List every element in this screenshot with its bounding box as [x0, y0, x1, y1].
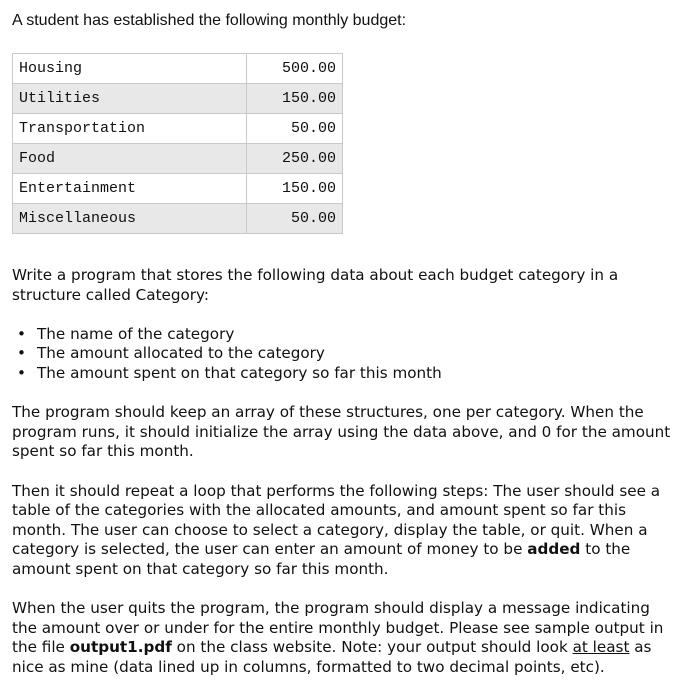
table-row — [13, 204, 343, 234]
list-item: • The amount allocated to the category — [12, 344, 674, 364]
budget-table — [12, 53, 343, 234]
assignment-text — [12, 266, 674, 697]
paragraph-structure: Write a program that stores the following data about each budget category in a structure called Category: — [12, 266, 619, 304]
category-cell: Transportation — [13, 114, 247, 144]
table-row — [13, 174, 343, 204]
category-cell: Food — [13, 144, 247, 174]
category-cell: Housing — [13, 54, 247, 84]
quit-text-2: on the class website. Note: your output should look — [171, 638, 573, 657]
category-cell: Miscellaneous — [13, 204, 247, 234]
paragraph-loop — [12, 482, 674, 580]
list-item: • The amount spent on that category so far this month — [12, 364, 674, 384]
table-row — [13, 144, 343, 174]
output-file-name: output1.pdf — [69, 638, 172, 657]
amount-cell: 500.00 — [247, 54, 343, 84]
added-emphasis: added — [527, 540, 581, 559]
amount-cell: 250.00 — [247, 144, 343, 174]
paragraph-array: The program should keep an array of these structures, one per category. When the program runs, it should initialize the array using the data above, and 0 for the amount spent so far this month. — [12, 403, 671, 461]
paragraph-quit — [12, 599, 674, 677]
amount-cell: 50.00 — [247, 114, 343, 144]
category-cell: Utilities — [13, 84, 247, 114]
at-least-underline: at least — [572, 638, 630, 657]
list-item: • The name of the category — [12, 325, 674, 345]
amount-cell: 50.00 — [247, 204, 343, 234]
quit-text-3: as nice as mine (data lined up in columns, formatted to two decimal points, etc). — [12, 638, 652, 676]
intro-text: A student has established the following monthly budget: — [12, 12, 407, 29]
amount-cell: 150.00 — [247, 84, 343, 114]
loop-text-end: to the amount spent on that category so far this month. — [12, 540, 631, 578]
table-row — [13, 54, 343, 84]
amount-cell: 150.00 — [247, 174, 343, 204]
loop-text-start: Then it should repeat a loop that performs the following steps: The user should see a table of the categories with the allocated amounts, and amount spent so far this month. The user can choose to select a category, display the table, or quit. When a category is selected, the user can enter an amount of money to be — [12, 481, 661, 559]
table-row — [13, 114, 343, 144]
bullet-list — [12, 325, 674, 384]
quit-text-1: When the user quits the program, the program should display a message indicating the amount over or under for the entire monthly budget. Please see sample output in the file — [12, 599, 664, 657]
category-cell: Entertainment — [13, 174, 247, 204]
table-row — [13, 84, 343, 114]
